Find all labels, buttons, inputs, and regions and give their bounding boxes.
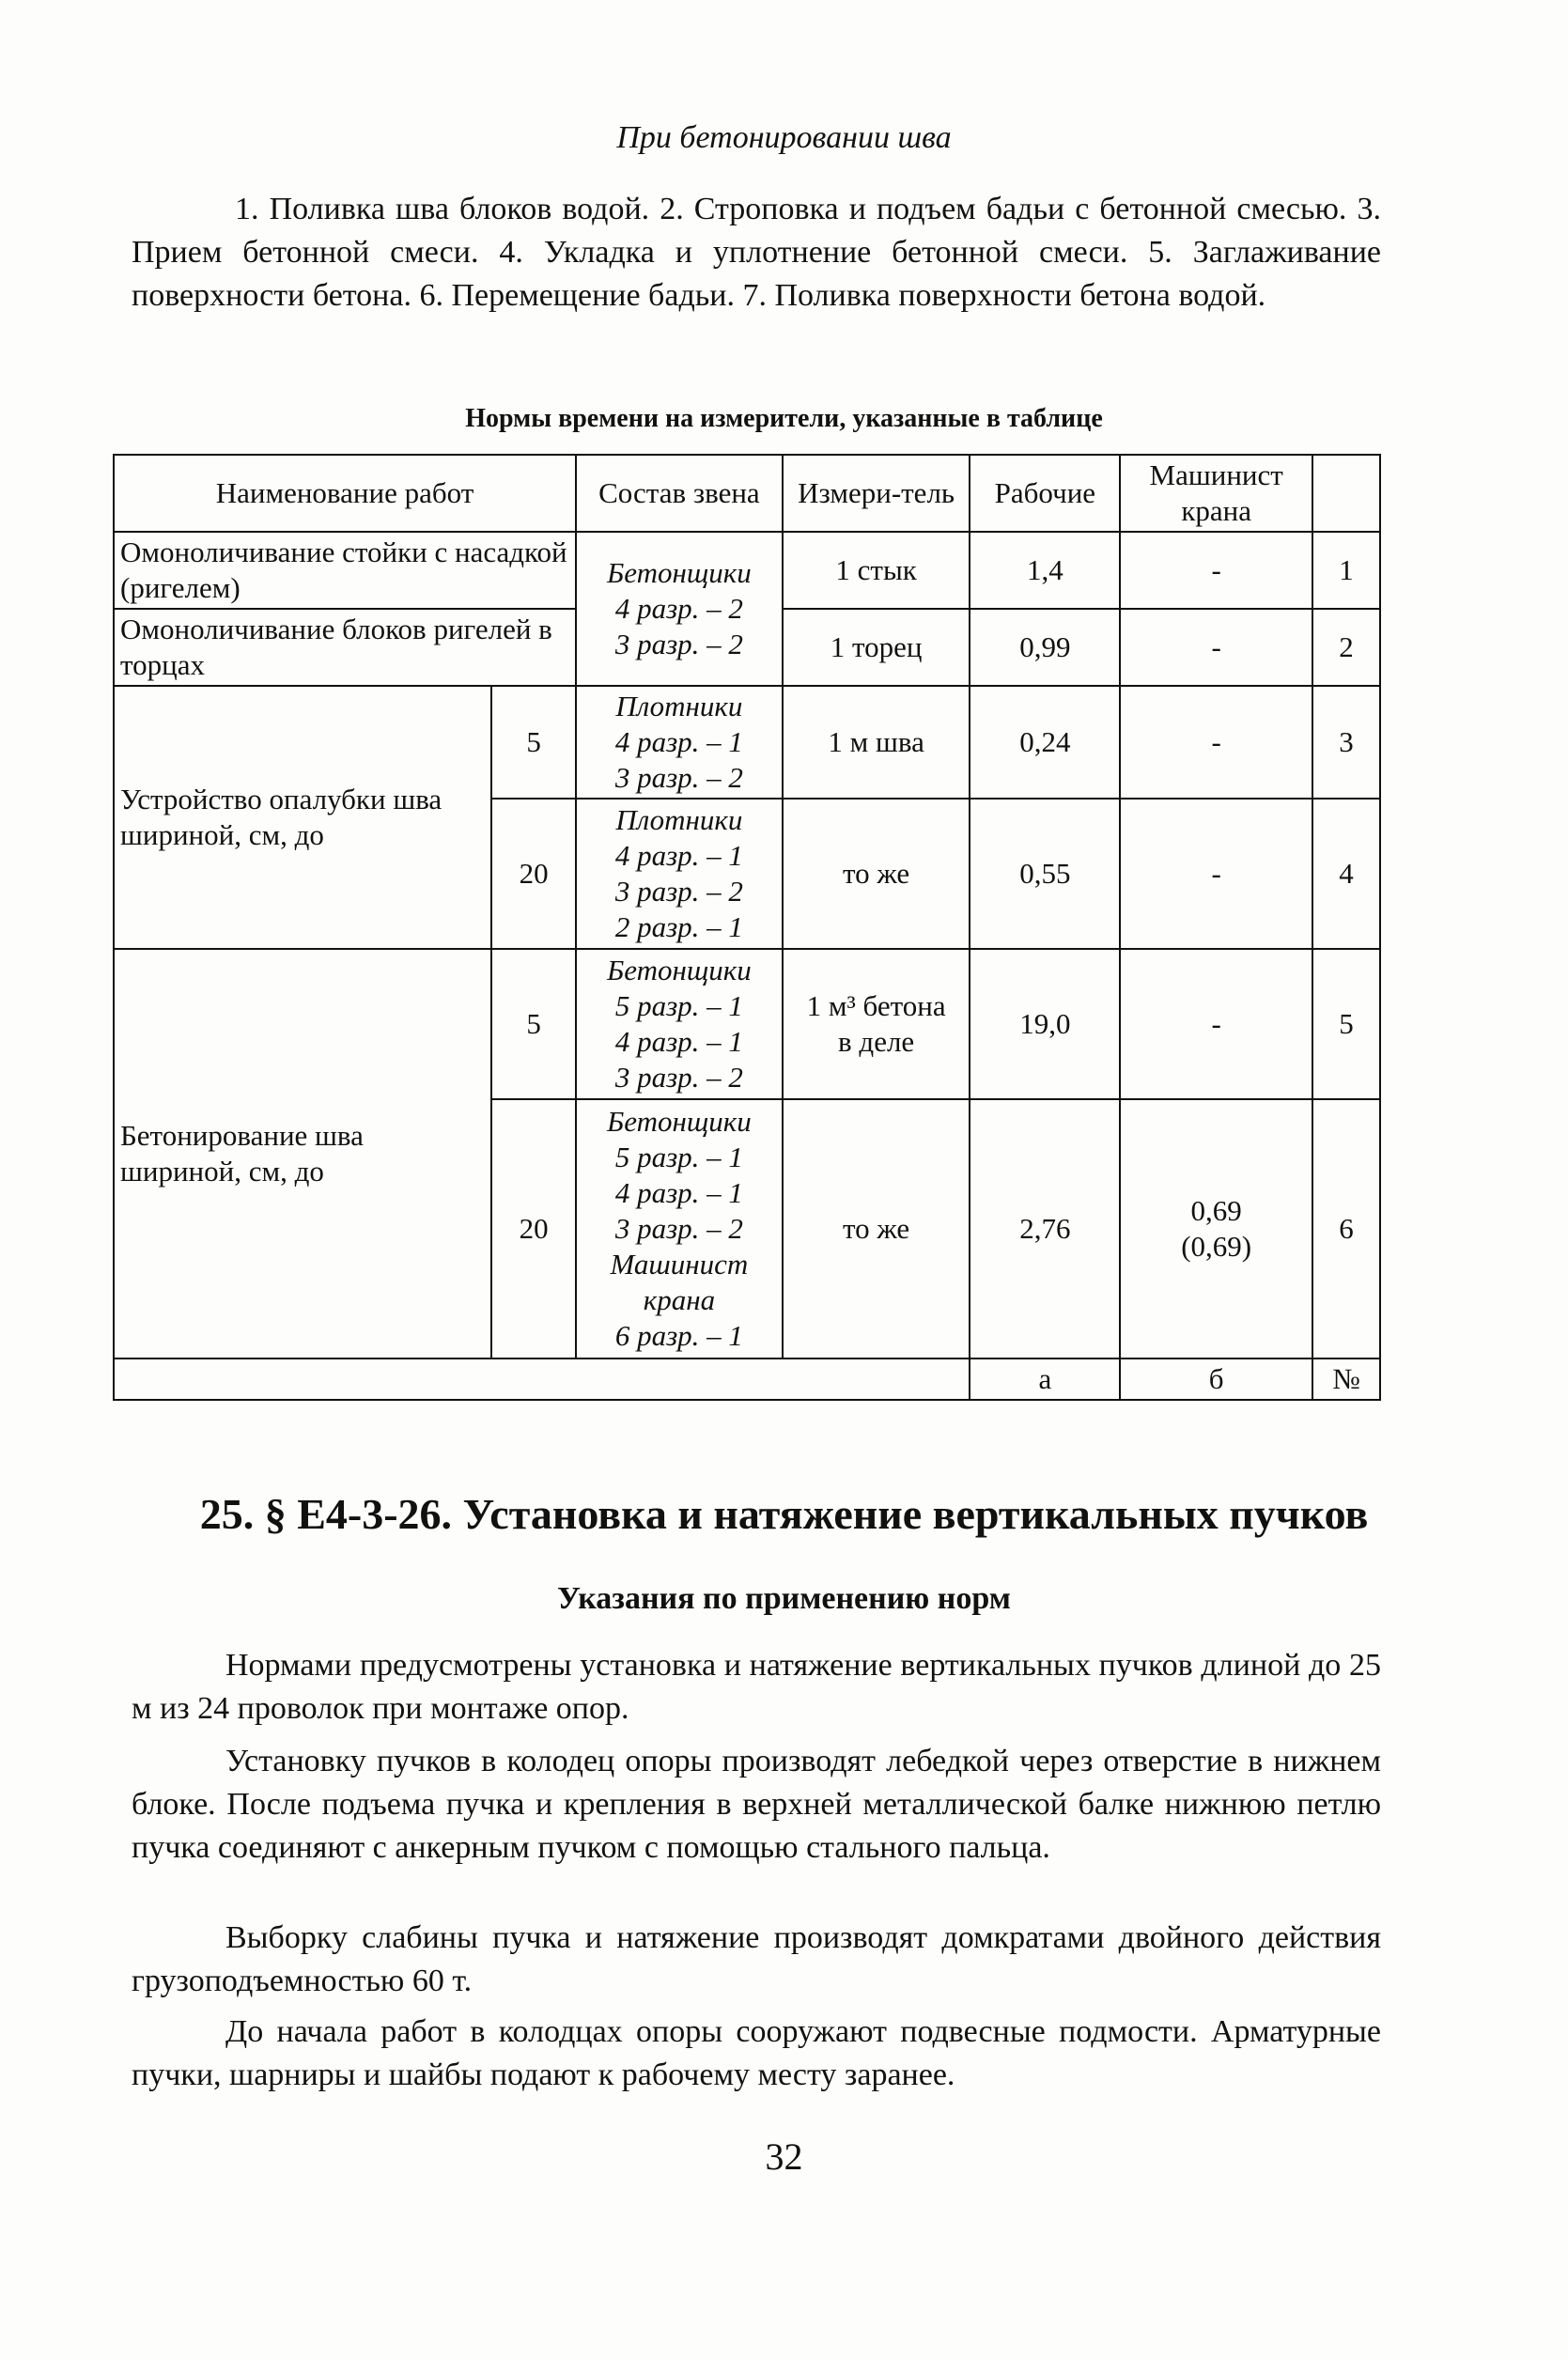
crew-row-5 <box>576 949 783 1099</box>
crew-line: 3 разр. – 2 <box>614 875 743 908</box>
row-2-name: Омоноличивание блоков ригелей в торцах <box>114 609 576 686</box>
crew-line: 6 разр. – 1 <box>614 1319 743 1352</box>
footer-no: № <box>1312 1359 1380 1400</box>
paragraph-1: Нормами предусмотрены установка и натяжение вертикальных пучков длиной до 25 м из 24 проволок при монтаже опор. <box>132 1648 1381 1726</box>
header-workers: Рабочие <box>970 455 1120 532</box>
row-5-num: 5 <box>1312 949 1380 1099</box>
header-crane: Машинист крана <box>1120 455 1312 532</box>
paragraph-2: Установку пучков в колодец опоры производят лебедкой через отверстие в нижнем блоке. После подъема пучка и крепления в верхней металлической балке нижнюю петлю пучка соединяют с анкерным пучком с помощью стального пальца. <box>132 1744 1381 1865</box>
crew-line: 5 разр. – 1 <box>614 1141 743 1173</box>
row-4-unit: то же <box>783 799 970 949</box>
header-crew: Состав звена <box>576 455 783 532</box>
crew-line: 3 разр. – 2 <box>614 628 743 660</box>
crew-line: Плотники <box>615 690 743 722</box>
row-2-crane: - <box>1120 609 1312 686</box>
header-num-empty <box>1312 455 1380 532</box>
table-header-row <box>114 455 1380 532</box>
concreting-group-label: Бетонирование шва шириной, см, до <box>114 949 491 1359</box>
header-unit: Измери-тель <box>783 455 970 532</box>
intro-paragraph: 1. Поливка шва блоков водой. 2. Строповка и подъем бадьи с бетонной смесью. 3. Прием бетонной смеси. 4. Укладка и уплотнение бетонной смеси. 5. Заглаживание поверхности бетона. 6. Перемещение бадьи. 7. Поливка поверхности бетона водой. <box>132 192 1381 313</box>
crew-line: крана <box>643 1283 716 1316</box>
row-5-unit <box>783 949 970 1099</box>
table-row <box>114 532 1380 609</box>
table-caption: Нормы времени на измерители, указанные в таблице <box>465 404 1103 433</box>
row-3-crane: - <box>1120 686 1312 799</box>
row-5-unit-line-1: 1 м³ бетона <box>806 989 946 1022</box>
row-6-crane-line-1: 0,69 <box>1190 1194 1242 1227</box>
crew-line: 4 разр. – 1 <box>614 1025 743 1058</box>
crew-line: Бетонщики <box>606 954 752 986</box>
row-6-width: 20 <box>491 1099 576 1359</box>
crew-line: 3 разр. – 2 <box>614 1061 743 1094</box>
row-5-width: 5 <box>491 949 576 1099</box>
page-number: 32 <box>765 2135 803 2178</box>
row-6-num: 6 <box>1312 1099 1380 1359</box>
paragraph-3: Выборку слабины пучка и натяжение производят домкратами двойного действия грузоподъемностью 60 т. <box>132 1920 1381 1998</box>
crew-line: Машинист <box>610 1248 749 1281</box>
row-2-workers: 0,99 <box>970 609 1120 686</box>
row-1-num: 1 <box>1312 532 1380 609</box>
row-1-workers: 1,4 <box>970 532 1120 609</box>
row-4-num: 4 <box>1312 799 1380 949</box>
section-title: 25. § Е4-3-26. Установка и натяжение вертикальных пучков <box>199 1490 1369 1538</box>
row-4-workers: 0,55 <box>970 799 1120 949</box>
row-2-unit: 1 торец <box>783 609 970 686</box>
row-3-unit: 1 м шва <box>783 686 970 799</box>
crew-rows-1-2 <box>576 532 783 686</box>
row-5-unit-line-2: в деле <box>838 1025 915 1058</box>
subsection-title: Указания по применению норм <box>557 1581 1011 1616</box>
row-1-unit: 1 стык <box>783 532 970 609</box>
row-5-crane: - <box>1120 949 1312 1099</box>
footer-a: а <box>970 1359 1120 1400</box>
crew-line: 4 разр. – 2 <box>614 592 743 625</box>
row-1-name: Омоноличивание стойки с насадкой (ригелем) <box>114 532 576 609</box>
row-6-crane-line-2: (0,69) <box>1181 1230 1252 1263</box>
row-3-workers: 0,24 <box>970 686 1120 799</box>
crew-line: 4 разр. – 1 <box>614 839 743 872</box>
row-3-width: 5 <box>491 686 576 799</box>
table-row <box>114 686 1380 799</box>
row-3-num: 3 <box>1312 686 1380 799</box>
italic-heading: При бетонировании шва <box>616 120 952 155</box>
row-6-unit: то же <box>783 1099 970 1359</box>
header-name: Наименование работ <box>114 455 576 532</box>
footer-empty <box>114 1359 970 1400</box>
crew-line: 4 разр. – 1 <box>614 725 743 758</box>
crew-line: 2 разр. – 1 <box>614 910 743 943</box>
table-footer-row <box>114 1359 1380 1400</box>
crew-line: 4 разр. – 1 <box>614 1176 743 1209</box>
crew-line: Плотники <box>615 803 743 836</box>
formwork-group-label: Устройство опалубки шва шириной, см, до <box>114 686 491 949</box>
crew-row-4 <box>576 799 783 949</box>
norms-table <box>113 454 1381 1401</box>
crew-line: 3 разр. – 2 <box>614 761 743 794</box>
row-1-crane: - <box>1120 532 1312 609</box>
crew-line: Бетонщики <box>606 1105 752 1138</box>
row-2-num: 2 <box>1312 609 1380 686</box>
row-6-workers: 2,76 <box>970 1099 1120 1359</box>
crew-line: 5 разр. – 1 <box>614 989 743 1022</box>
row-6-crane <box>1120 1099 1312 1359</box>
paragraph-4: До начала работ в колодцах опоры сооружают подвесные подмости. Арматурные пучки, шарниры и шайбы подают к рабочему месту заранее. <box>132 2014 1381 2092</box>
row-4-width: 20 <box>491 799 576 949</box>
crew-line: 3 разр. – 2 <box>614 1212 743 1245</box>
crew-row-3 <box>576 686 783 799</box>
crew-row-6 <box>576 1099 783 1359</box>
row-4-crane: - <box>1120 799 1312 949</box>
row-5-workers: 19,0 <box>970 949 1120 1099</box>
footer-b: б <box>1120 1359 1312 1400</box>
crew-line: Бетонщики <box>606 556 752 589</box>
table-row <box>114 949 1380 1099</box>
